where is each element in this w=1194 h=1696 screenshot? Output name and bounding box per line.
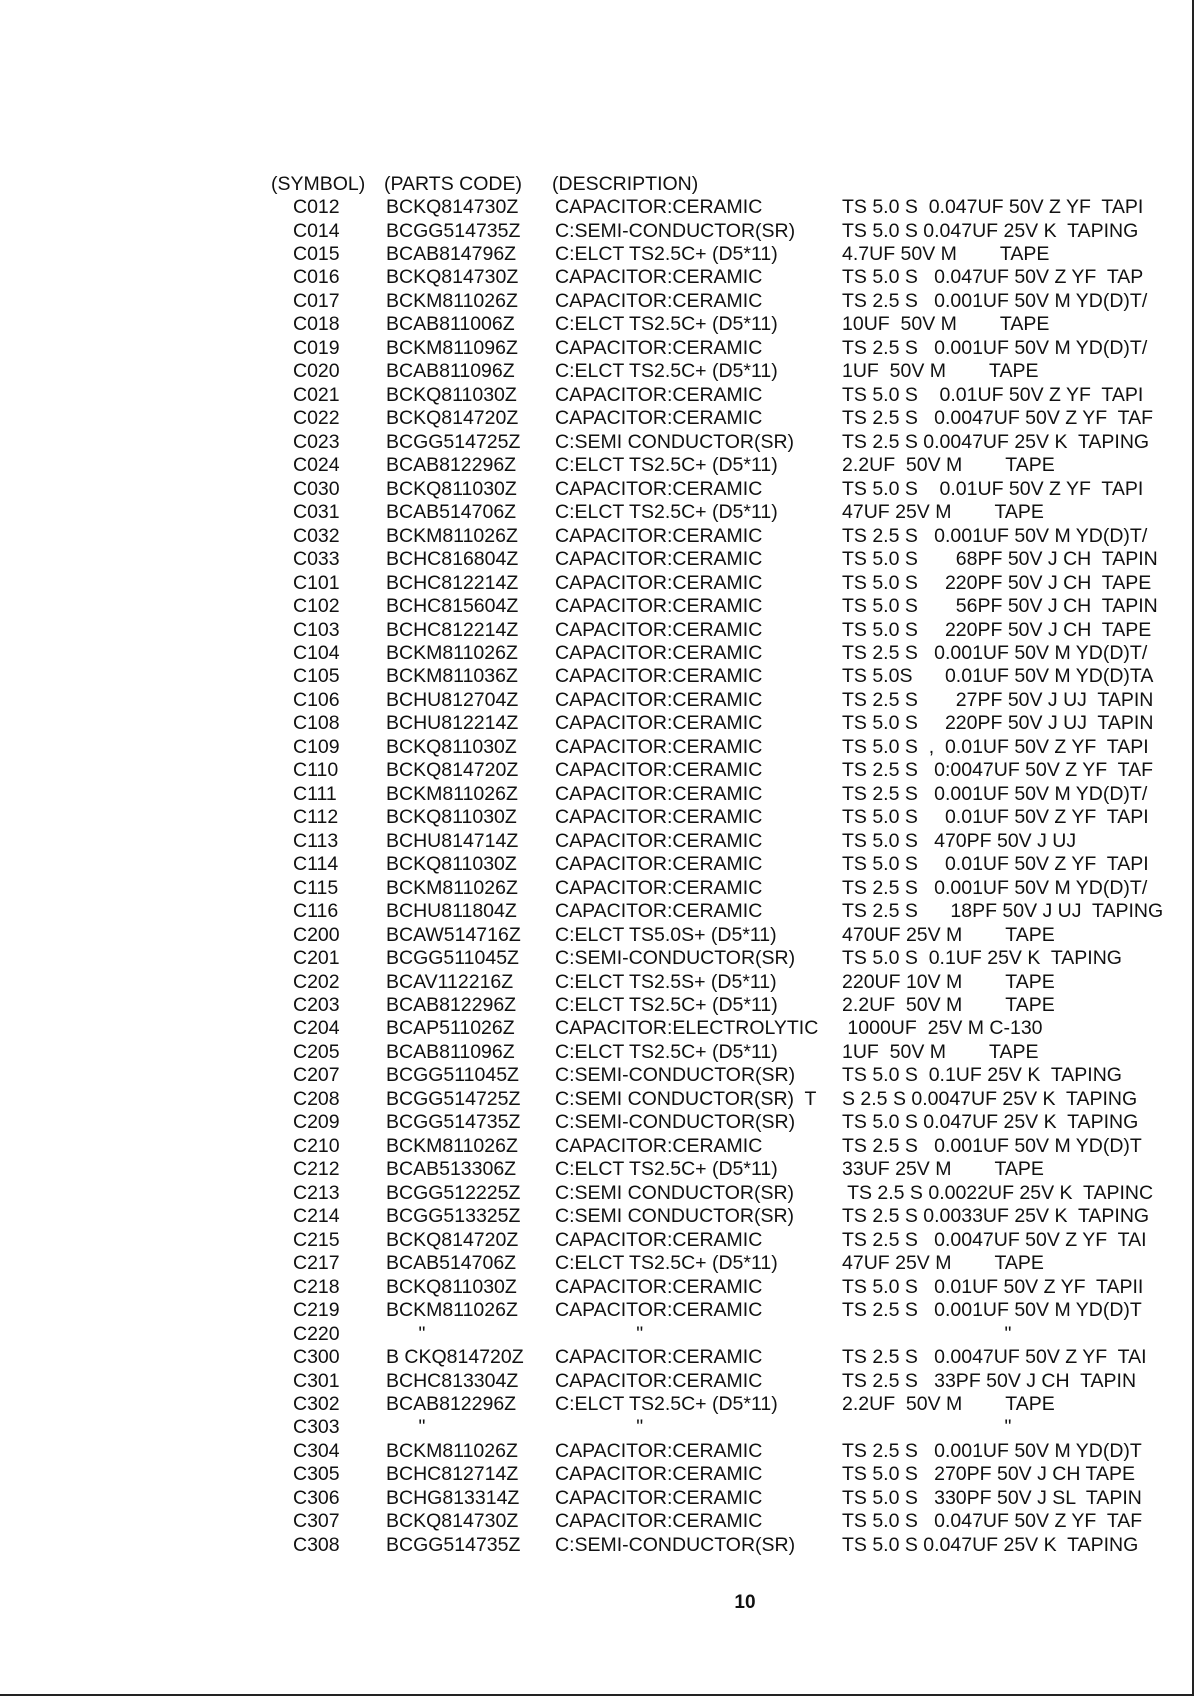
parts-code-cell: BCAB514706Z bbox=[386, 1252, 517, 1275]
table-row bbox=[0, 971, 1194, 994]
description-cell: C:ELCT TS5.0S+ (D5*11) bbox=[555, 923, 777, 946]
spec-cell: TS 2.5 S 0.001UF 50V M YD(D)T/ bbox=[842, 782, 1148, 805]
spec-cell: TS 2.5 S 0.001UF 50V M YD(D)T/ bbox=[842, 524, 1148, 547]
parts-code-cell: BCKQ811030Z bbox=[386, 735, 517, 758]
description-cell: CAPACITOR:CERAMIC bbox=[555, 1510, 763, 1533]
parts-code-cell: BCKQ811030Z bbox=[386, 383, 517, 406]
parts-code-cell: BCHU812214Z bbox=[386, 712, 519, 735]
symbol-cell: C017 bbox=[293, 289, 340, 312]
spec-cell: TS 5.0 S 0.047UF 25V K TAPING bbox=[842, 1533, 1139, 1556]
parts-code-cell: BCGG511045Z bbox=[386, 1064, 519, 1087]
symbol-cell: C202 bbox=[293, 970, 340, 993]
symbol-cell: C015 bbox=[293, 242, 340, 265]
symbol-cell: C212 bbox=[293, 1158, 340, 1181]
spec-cell: " bbox=[842, 1322, 1012, 1345]
symbol-cell: C031 bbox=[293, 501, 340, 524]
spec-cell: TS 5.0 S 0.047UF 25V K TAPING bbox=[842, 219, 1139, 242]
spec-cell: TS 2.5 S 0.001UF 50V M YD(D)T/ bbox=[842, 876, 1148, 899]
description-cell: CAPACITOR:CERAMIC bbox=[555, 1486, 763, 1509]
spec-cell: TS 5.0 S 220PF 50V J CH TAPE bbox=[842, 618, 1152, 641]
symbol-cell: C019 bbox=[293, 336, 340, 359]
symbol-cell: C023 bbox=[293, 430, 340, 453]
description-cell: CAPACITOR:CERAMIC bbox=[555, 1439, 763, 1462]
spec-cell: S 2.5 S 0.0047UF 25V K TAPING bbox=[842, 1087, 1138, 1110]
description-cell: C:SEMI CONDUCTOR(SR) bbox=[555, 1181, 795, 1204]
description-cell: CAPACITOR:CERAMIC bbox=[555, 1369, 763, 1392]
spec-cell: TS 2.5 S 0.001UF 50V M YD(D)T/ bbox=[842, 289, 1148, 312]
spec-cell: TS 5.0 S 0.01UF 50V Z YF TAPI bbox=[842, 477, 1144, 500]
symbol-cell: C106 bbox=[293, 688, 340, 711]
symbol-cell: C101 bbox=[293, 571, 340, 594]
header-parts-code: (PARTS CODE) bbox=[384, 173, 522, 195]
parts-code-cell: BCAV112216Z bbox=[386, 970, 514, 993]
symbol-cell: C302 bbox=[293, 1393, 340, 1415]
spec-cell: 10UF 50V M TAPE bbox=[842, 313, 1050, 336]
table-row bbox=[0, 384, 1194, 407]
description-cell: CAPACITOR:CERAMIC bbox=[555, 383, 763, 406]
symbol-cell: C105 bbox=[293, 665, 340, 688]
table-row bbox=[0, 525, 1194, 548]
table-header bbox=[0, 173, 1194, 196]
table-row bbox=[0, 1534, 1194, 1557]
description-cell: CAPACITOR:CERAMIC bbox=[555, 1275, 763, 1298]
parts-code-cell: BCGG514725Z bbox=[386, 430, 521, 453]
symbol-cell: C113 bbox=[293, 829, 339, 852]
table-row bbox=[0, 1229, 1194, 1252]
table-row bbox=[0, 1323, 1194, 1346]
description-cell: CAPACITOR:CERAMIC bbox=[555, 712, 763, 735]
symbol-cell: C030 bbox=[293, 477, 340, 500]
table-row bbox=[0, 924, 1194, 947]
table-row bbox=[0, 196, 1194, 219]
description-cell: " bbox=[555, 1416, 644, 1439]
symbol-cell: C307 bbox=[293, 1510, 340, 1533]
spec-cell: TS 2.5 S 0.0047UF 50V Z YF TAF bbox=[842, 407, 1154, 430]
table-row bbox=[0, 689, 1194, 712]
parts-code-cell: B CKQ814720Z bbox=[386, 1346, 524, 1368]
table-row bbox=[0, 619, 1194, 642]
description-cell: CAPACITOR:CERAMIC bbox=[555, 336, 763, 359]
parts-code-cell: BCKQ814720Z bbox=[386, 407, 519, 430]
table-row bbox=[0, 1252, 1194, 1275]
parts-code-cell: BCKQ814720Z bbox=[386, 759, 519, 782]
description-cell: C:ELCT TS2.5C+ (D5*11) bbox=[555, 313, 778, 336]
spec-cell: TS 5.0 S 220PF 50V J CH TAPE bbox=[842, 571, 1152, 594]
description-cell: C:ELCT TS2.5C+ (D5*11) bbox=[555, 1393, 778, 1415]
symbol-cell: C305 bbox=[293, 1463, 340, 1486]
parts-code-cell: BCKM811096Z bbox=[386, 336, 518, 359]
spec-cell: 4.7UF 50V M TAPE bbox=[842, 242, 1050, 265]
description-cell: C:ELCT TS2.5C+ (D5*11) bbox=[555, 242, 778, 265]
symbol-cell: C209 bbox=[293, 1111, 340, 1134]
symbol-cell: C112 bbox=[293, 806, 339, 829]
description-cell: C:SEMI-CONDUCTOR(SR) bbox=[555, 219, 796, 242]
symbol-cell: C215 bbox=[293, 1228, 340, 1251]
table-row bbox=[0, 806, 1194, 829]
description-cell: CAPACITOR:CERAMIC bbox=[555, 1228, 763, 1251]
parts-code-cell: BCHC812214Z bbox=[386, 571, 519, 594]
parts-code-cell: BCKM811026Z bbox=[386, 782, 518, 805]
spec-cell: TS 2.5 S 0.0047UF 25V K TAPING bbox=[842, 430, 1150, 453]
spec-cell: TS 5.0 S 0.047UF 50V Z YF TAP bbox=[842, 266, 1144, 289]
parts-code-cell: BCAB814796Z bbox=[386, 242, 517, 265]
description-cell: C:SEMI-CONDUCTOR(SR) bbox=[555, 1111, 796, 1134]
table-row bbox=[0, 642, 1194, 665]
parts-code-cell: BCHG813314Z bbox=[386, 1486, 520, 1509]
symbol-cell: C210 bbox=[293, 1134, 340, 1157]
parts-code-cell: BCGG514735Z bbox=[386, 1111, 521, 1134]
table-row bbox=[0, 900, 1194, 923]
spec-cell: TS 2.5 S 0.001UF 50V M YD(D)T bbox=[842, 1439, 1142, 1462]
table-row bbox=[0, 1158, 1194, 1181]
symbol-cell: C303 bbox=[293, 1416, 340, 1439]
description-cell: CAPACITOR:CERAMIC bbox=[555, 1299, 763, 1322]
description-cell: C:ELCT TS2.5C+ (D5*11) bbox=[555, 454, 778, 477]
symbol-cell: C201 bbox=[293, 947, 340, 969]
description-cell: C:ELCT TS2.5C+ (D5*11) bbox=[555, 501, 778, 524]
spec-cell: TS 5.0 S 0.1UF 25V K TAPING bbox=[842, 1064, 1122, 1087]
spec-cell: TS 2.5 S 0:0047UF 50V Z YF TAF bbox=[842, 759, 1154, 782]
spec-cell: TS 2.5 S 0.001UF 50V M YD(D)T/ bbox=[842, 336, 1148, 359]
table-row bbox=[0, 665, 1194, 688]
spec-cell: TS 5.0 S 330PF 50V J SL TAPIN bbox=[842, 1486, 1142, 1509]
table-row bbox=[0, 1463, 1194, 1486]
symbol-cell: C115 bbox=[293, 876, 339, 899]
parts-code-cell: " bbox=[386, 1416, 426, 1439]
description-cell: C:ELCT TS2.5C+ (D5*11) bbox=[555, 1252, 778, 1275]
parts-code-cell: BCHC816804Z bbox=[386, 548, 519, 570]
spec-cell: TS 5.0 S 68PF 50V J CH TAPIN bbox=[842, 548, 1158, 570]
description-cell: CAPACITOR:CERAMIC bbox=[555, 853, 763, 876]
table-row bbox=[0, 360, 1194, 383]
description-cell: CAPACITOR:CERAMIC bbox=[555, 665, 763, 688]
spec-cell: 47UF 25V M TAPE bbox=[842, 501, 1044, 524]
parts-code-cell: BCKM811026Z bbox=[386, 876, 518, 899]
description-cell: CAPACITOR:CERAMIC bbox=[555, 641, 763, 664]
table-row bbox=[0, 407, 1194, 430]
table-row bbox=[0, 1510, 1194, 1533]
spec-cell: 2.2UF 50V M TAPE bbox=[842, 454, 1055, 477]
description-cell: CAPACITOR:CERAMIC bbox=[555, 688, 763, 711]
parts-code-cell: BCGG512225Z bbox=[386, 1181, 521, 1204]
symbol-cell: C024 bbox=[293, 454, 340, 477]
spec-cell: TS 2.5 S 27PF 50V J UJ TAPIN bbox=[842, 688, 1154, 711]
description-cell: C:ELCT TS2.5C+ (D5*11) bbox=[555, 1040, 778, 1063]
description-cell: C:ELCT TS2.5C+ (D5*11) bbox=[555, 1158, 778, 1181]
spec-cell: TS 2.5 S 0.0022UF 25V K TAPINC bbox=[842, 1181, 1154, 1204]
symbol-cell: C219 bbox=[293, 1299, 340, 1322]
table-row bbox=[0, 947, 1194, 970]
table-row bbox=[0, 736, 1194, 759]
spec-cell: TS 5.0 S 0.047UF 50V Z YF TAF bbox=[842, 1510, 1143, 1533]
parts-code-cell: BCKQ811030Z bbox=[386, 806, 517, 829]
header-symbol: (SYMBOL) bbox=[271, 173, 366, 195]
description-cell: CAPACITOR:CERAMIC bbox=[555, 477, 763, 500]
parts-code-cell: BCHC812214Z bbox=[386, 618, 519, 641]
description-cell: CAPACITOR:CERAMIC bbox=[555, 407, 763, 430]
spec-cell: TS 5.0 S 220PF 50V J UJ TAPIN bbox=[842, 712, 1154, 735]
symbol-cell: C108 bbox=[293, 712, 340, 735]
parts-code-cell: BCAB811096Z bbox=[386, 1040, 515, 1063]
parts-code-cell: BCKM811026Z bbox=[386, 1439, 518, 1462]
description-cell: CAPACITOR:CERAMIC bbox=[555, 735, 763, 758]
table-row bbox=[0, 1135, 1194, 1158]
table-row bbox=[0, 1416, 1194, 1439]
spec-cell: 1000UF 25V M C-130 bbox=[842, 1017, 1043, 1040]
symbol-cell: C301 bbox=[293, 1369, 340, 1392]
symbol-cell: C110 bbox=[293, 759, 339, 782]
description-cell: C:ELCT TS2.5C+ (D5*11) bbox=[555, 994, 778, 1016]
symbol-cell: C214 bbox=[293, 1205, 340, 1228]
description-cell: CAPACITOR:CERAMIC bbox=[555, 618, 763, 641]
spec-cell: TS 2.5 S 0.001UF 50V M YD(D)T/ bbox=[842, 641, 1148, 664]
spec-cell: TS 2.5 S 0.0033UF 25V K TAPING bbox=[842, 1205, 1150, 1228]
description-cell: CAPACITOR:CERAMIC bbox=[555, 524, 763, 547]
symbol-cell: C200 bbox=[293, 923, 340, 946]
table-row bbox=[0, 830, 1194, 853]
parts-code-cell: BCHC812714Z bbox=[386, 1463, 519, 1486]
spec-cell: 1UF 50V M TAPE bbox=[842, 360, 1039, 383]
table-row bbox=[0, 290, 1194, 313]
table-row bbox=[0, 1088, 1194, 1111]
parts-code-cell: BCKM811026Z bbox=[386, 1134, 518, 1157]
spec-cell: TS 2.5 S 33PF 50V J CH TAPIN bbox=[842, 1369, 1137, 1392]
table-row bbox=[0, 220, 1194, 243]
description-cell: C:SEMI-CONDUCTOR(SR) bbox=[555, 1533, 796, 1556]
symbol-cell: C111 bbox=[293, 782, 337, 805]
description-cell: C:SEMI CONDUCTOR(SR) T bbox=[555, 1087, 817, 1110]
spec-cell: 47UF 25V M TAPE bbox=[842, 1252, 1044, 1275]
table-row bbox=[0, 1041, 1194, 1064]
symbol-cell: C220 bbox=[293, 1322, 340, 1345]
spec-cell: TS 5.0S 0.01UF 50V M YD(D)TA bbox=[842, 665, 1154, 688]
spec-cell: TS 5.0 S 0.047UF 50V Z YF TAPI bbox=[842, 196, 1144, 218]
parts-code-cell: BCAW514716Z bbox=[386, 923, 521, 946]
table-row bbox=[0, 1393, 1194, 1416]
table-row bbox=[0, 313, 1194, 336]
symbol-cell: C014 bbox=[293, 219, 340, 242]
description-cell: CAPACITOR:CERAMIC bbox=[555, 289, 763, 312]
parts-code-cell: BCKM811036Z bbox=[386, 665, 518, 688]
parts-code-cell: BCGG514735Z bbox=[386, 219, 521, 242]
symbol-cell: C213 bbox=[293, 1181, 340, 1204]
symbol-cell: C204 bbox=[293, 1017, 340, 1040]
parts-code-cell: BCAB812296Z bbox=[386, 994, 517, 1016]
symbol-cell: C116 bbox=[293, 900, 339, 923]
parts-code-cell: BCKM811026Z bbox=[386, 641, 518, 664]
description-cell: CAPACITOR:CERAMIC bbox=[555, 571, 763, 594]
parts-code-cell: BCAB812296Z bbox=[386, 454, 517, 477]
symbol-cell: C012 bbox=[293, 196, 340, 218]
parts-code-cell: BCHU811804Z bbox=[386, 900, 517, 923]
description-cell: CAPACITOR:CERAMIC bbox=[555, 196, 763, 218]
table-row bbox=[0, 1111, 1194, 1134]
spec-cell: 2.2UF 50V M TAPE bbox=[842, 1393, 1055, 1415]
table-row bbox=[0, 1017, 1194, 1040]
description-cell: CAPACITOR:CERAMIC bbox=[555, 266, 763, 289]
symbol-cell: C020 bbox=[293, 360, 340, 383]
spec-cell: TS 5.0 S 0.01UF 50V Z YF TAPI bbox=[842, 806, 1149, 829]
spec-cell: TS 2.5 S 18PF 50V J UJ TAPING bbox=[842, 900, 1164, 923]
symbol-cell: C016 bbox=[293, 266, 340, 289]
spec-cell: TS 5.0 S 56PF 50V J CH TAPIN bbox=[842, 595, 1158, 617]
spec-cell: TS 5.0 S 0.01UF 50V Z YF TAPI bbox=[842, 853, 1149, 876]
table-row bbox=[0, 877, 1194, 900]
symbol-cell: C102 bbox=[293, 595, 340, 617]
spec-cell: TS 2.5 S 0.0047UF 50V Z YF TAI bbox=[842, 1346, 1147, 1368]
parts-code-cell: BCHU814714Z bbox=[386, 829, 519, 852]
symbol-cell: C300 bbox=[293, 1346, 340, 1368]
description-cell: C:SEMI-CONDUCTOR(SR) bbox=[555, 947, 796, 969]
spec-cell: 470UF 25V M TAPE bbox=[842, 923, 1055, 946]
description-cell: CAPACITOR:CERAMIC bbox=[555, 900, 763, 923]
parts-code-cell: BCKM811026Z bbox=[386, 289, 518, 312]
spec-cell: 1UF 50V M TAPE bbox=[842, 1040, 1039, 1063]
symbol-cell: C217 bbox=[293, 1252, 340, 1275]
symbol-cell: C208 bbox=[293, 1087, 340, 1110]
description-cell: CAPACITOR:CERAMIC bbox=[555, 548, 763, 570]
description-cell: C:SEMI CONDUCTOR(SR) bbox=[555, 430, 795, 453]
parts-code-cell: BCHC813304Z bbox=[386, 1369, 519, 1392]
description-cell: CAPACITOR:CERAMIC bbox=[555, 782, 763, 805]
table-row bbox=[0, 595, 1194, 618]
parts-code-cell: BCKM811026Z bbox=[386, 1299, 518, 1322]
table-row bbox=[0, 501, 1194, 524]
parts-code-cell: BCAP511026Z bbox=[386, 1017, 515, 1040]
header-description: (DESCRIPTION) bbox=[552, 173, 699, 195]
spec-cell: 2.2UF 50V M TAPE bbox=[842, 994, 1055, 1016]
description-cell: CAPACITOR:CERAMIC bbox=[555, 1346, 763, 1368]
spec-cell: TS 5.0 S 0.047UF 25V K TAPING bbox=[842, 1111, 1139, 1134]
table-row bbox=[0, 853, 1194, 876]
parts-code-cell: BCKQ811030Z bbox=[386, 853, 517, 876]
symbol-cell: C306 bbox=[293, 1486, 340, 1509]
spec-cell: TS 5.0 S 0.01UF 50V Z YF TAPI bbox=[842, 383, 1144, 406]
table-row bbox=[0, 712, 1194, 735]
parts-code-cell: BCAB812296Z bbox=[386, 1393, 517, 1415]
symbol-cell: C114 bbox=[293, 853, 339, 876]
parts-code-cell: BCGG514725Z bbox=[386, 1087, 521, 1110]
parts-code-cell: BCKQ814720Z bbox=[386, 1228, 519, 1251]
table-row bbox=[0, 1346, 1194, 1369]
symbol-cell: C218 bbox=[293, 1275, 340, 1298]
table-row bbox=[0, 1276, 1194, 1299]
parts-code-cell: BCKQ814730Z bbox=[386, 196, 519, 218]
description-cell: C:ELCT TS2.5C+ (D5*11) bbox=[555, 360, 778, 383]
parts-code-cell: BCAB811006Z bbox=[386, 313, 515, 336]
table-row bbox=[0, 783, 1194, 806]
description-cell: CAPACITOR:CERAMIC bbox=[555, 759, 763, 782]
parts-code-cell: BCKQ811030Z bbox=[386, 1275, 517, 1298]
table-row bbox=[0, 243, 1194, 266]
parts-code-cell: BCKM811026Z bbox=[386, 524, 518, 547]
parts-code-cell: BCAB514706Z bbox=[386, 501, 517, 524]
description-cell: CAPACITOR:CERAMIC bbox=[555, 1134, 763, 1157]
table-row bbox=[0, 478, 1194, 501]
description-cell: CAPACITOR:CERAMIC bbox=[555, 806, 763, 829]
table-row bbox=[0, 572, 1194, 595]
parts-code-cell: BCHC815604Z bbox=[386, 595, 519, 617]
parts-code-cell: " bbox=[386, 1322, 426, 1345]
parts-code-cell: BCKQ814730Z bbox=[386, 266, 519, 289]
parts-code-cell: BCKQ811030Z bbox=[386, 477, 517, 500]
spec-cell: TS 5.0 S 0.01UF 50V Z YF TAPII bbox=[842, 1275, 1144, 1298]
spec-cell: 220UF 10V M TAPE bbox=[842, 970, 1055, 993]
symbol-cell: C018 bbox=[293, 313, 340, 336]
table-row bbox=[0, 1205, 1194, 1228]
table-row bbox=[0, 1299, 1194, 1322]
symbol-cell: C203 bbox=[293, 994, 340, 1016]
table-row bbox=[0, 1487, 1194, 1510]
table-row bbox=[0, 1064, 1194, 1087]
table-row bbox=[0, 337, 1194, 360]
description-cell: " bbox=[555, 1322, 644, 1345]
spec-cell: TS 5.0 S 270PF 50V J CH TAPE bbox=[842, 1463, 1135, 1486]
table-row bbox=[0, 1370, 1194, 1393]
table-row bbox=[0, 759, 1194, 782]
table-row bbox=[0, 1182, 1194, 1205]
parts-code-cell: BCKQ814730Z bbox=[386, 1510, 519, 1533]
table-row bbox=[0, 994, 1194, 1017]
table-row bbox=[0, 548, 1194, 571]
spec-cell: TS 5.0 S , 0.01UF 50V Z YF TAPI bbox=[842, 735, 1149, 758]
description-cell: CAPACITOR:CERAMIC bbox=[555, 829, 763, 852]
spec-cell: " bbox=[842, 1416, 1012, 1439]
parts-code-cell: BCAB513306Z bbox=[386, 1158, 517, 1181]
symbol-cell: C103 bbox=[293, 618, 340, 641]
spec-cell: TS 2.5 S 0.001UF 50V M YD(D)T bbox=[842, 1134, 1142, 1157]
description-cell: CAPACITOR:CERAMIC bbox=[555, 595, 763, 617]
symbol-cell: C104 bbox=[293, 641, 340, 664]
spec-cell: TS 5.0 S 0.1UF 25V K TAPING bbox=[842, 947, 1122, 969]
symbol-cell: C205 bbox=[293, 1040, 340, 1063]
parts-code-cell: BCAB811096Z bbox=[386, 360, 515, 383]
spec-cell: 33UF 25V M TAPE bbox=[842, 1158, 1044, 1181]
symbol-cell: C207 bbox=[293, 1064, 340, 1087]
parts-code-cell: BCGG513325Z bbox=[386, 1205, 521, 1228]
symbol-cell: C022 bbox=[293, 407, 340, 430]
symbol-cell: C021 bbox=[293, 383, 340, 406]
spec-cell: TS 2.5 S 0.0047UF 50V Z YF TAI bbox=[842, 1228, 1147, 1251]
description-cell: C:SEMI-CONDUCTOR(SR) bbox=[555, 1064, 796, 1087]
parts-code-cell: BCGG511045Z bbox=[386, 947, 519, 969]
description-cell: C:SEMI CONDUCTOR(SR) bbox=[555, 1205, 795, 1228]
description-cell: C:ELCT TS2.5S+ (D5*11) bbox=[555, 970, 777, 993]
symbol-cell: C308 bbox=[293, 1533, 340, 1556]
table-row bbox=[0, 266, 1194, 289]
spec-cell: TS 5.0 S 470PF 50V J UJ bbox=[842, 829, 1077, 852]
parts-code-cell: BCHU812704Z bbox=[386, 688, 519, 711]
symbol-cell: C033 bbox=[293, 548, 340, 570]
table-row bbox=[0, 454, 1194, 477]
page-number: 10 bbox=[734, 1592, 756, 1613]
parts-code-cell: BCGG514735Z bbox=[386, 1533, 521, 1556]
symbol-cell: C304 bbox=[293, 1439, 340, 1462]
description-cell: CAPACITOR:CERAMIC bbox=[555, 1463, 763, 1486]
table-row bbox=[0, 1440, 1194, 1463]
spec-cell: TS 2.5 S 0.001UF 50V M YD(D)T bbox=[842, 1299, 1142, 1322]
description-cell: CAPACITOR:CERAMIC bbox=[555, 876, 763, 899]
description-cell: CAPACITOR:ELECTROLYTIC bbox=[555, 1017, 819, 1040]
symbol-cell: C109 bbox=[293, 735, 340, 758]
symbol-cell: C032 bbox=[293, 524, 340, 547]
table-row bbox=[0, 431, 1194, 454]
